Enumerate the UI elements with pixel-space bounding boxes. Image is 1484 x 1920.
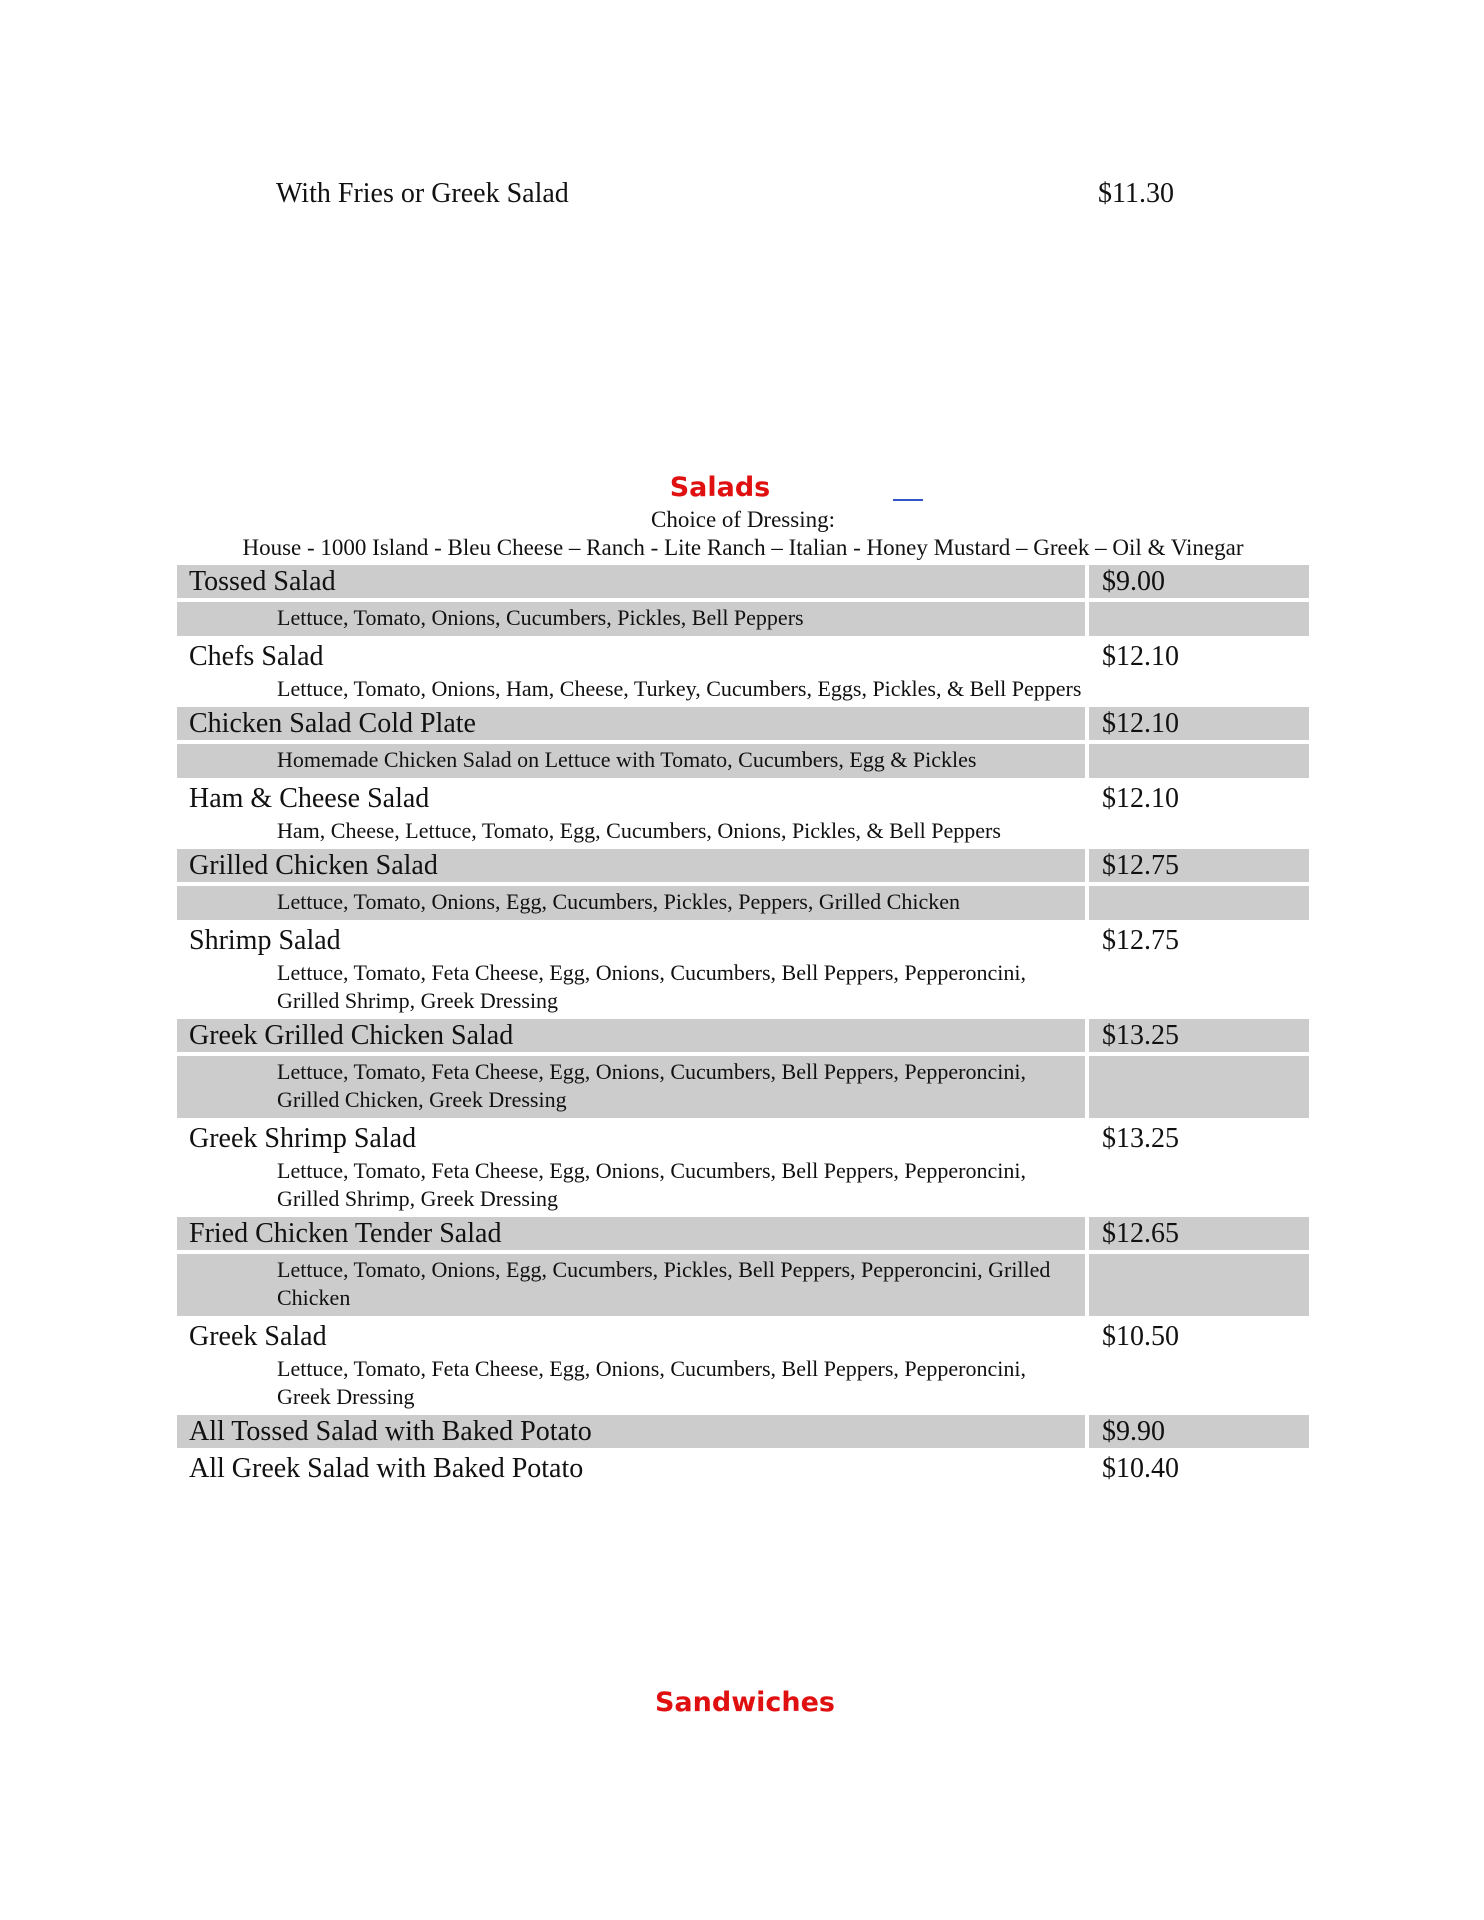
item-price: $12.75 xyxy=(1102,925,1179,956)
menu-item-row xyxy=(177,1122,1309,1155)
item-name: All Greek Salad with Baked Potato xyxy=(189,1453,584,1484)
item-name: Greek Salad xyxy=(189,1321,327,1352)
item-name: Shrimp Salad xyxy=(189,925,341,956)
item-description: Lettuce, Tomato, Onions, Cucumbers, Pickles, Bell Peppers xyxy=(177,602,1085,636)
salads-menu-table xyxy=(177,565,1309,1485)
item-name: Tossed Salad xyxy=(177,565,1085,598)
item-price: $10.50 xyxy=(1102,1321,1179,1352)
item-name: Ham & Cheese Salad xyxy=(189,783,430,814)
item-description: Lettuce, Tomato, Onions, Ham, Cheese, Turkey, Cucumbers, Eggs, Pickles, & Bell Peppers xyxy=(277,676,1082,701)
menu-item-row xyxy=(177,1415,1309,1448)
item-description: Ham, Cheese, Lettuce, Tomato, Egg, Cucumbers, Onions, Pickles, & Bell Peppers xyxy=(277,818,1001,843)
menu-item-row xyxy=(177,565,1309,598)
menu-item-row xyxy=(177,1452,1309,1485)
item-price: $12.10 xyxy=(1102,783,1179,814)
menu-item-description-row xyxy=(177,1155,1309,1217)
item-name: Greek Grilled Chicken Salad xyxy=(177,1019,1085,1052)
menu-item-row xyxy=(177,849,1309,882)
menu-item-description-row xyxy=(177,744,1309,778)
menu-item-row xyxy=(177,1320,1309,1353)
item-price: $9.90 xyxy=(1089,1415,1309,1448)
menu-item-description-row xyxy=(177,1056,1309,1118)
dressing-options: House - 1000 Island - Bleu Cheese – Ranch - Lite Ranch – Italian - Honey Mustard – Greek – Oil & Vinegar xyxy=(242,535,1244,560)
menu-item-description-row xyxy=(177,673,1309,707)
item-price: $13.25 xyxy=(1102,1123,1179,1154)
item-price: $10.40 xyxy=(1102,1453,1179,1484)
top-menu-line xyxy=(276,174,1196,214)
item-description: Lettuce, Tomato, Feta Cheese, Egg, Onions, Cucumbers, Bell Peppers, Pepperoncini, Grilled Chicken, Greek Dressing xyxy=(177,1056,1085,1118)
top-item-price: $11.30 xyxy=(1098,178,1174,209)
item-description: Lettuce, Tomato, Feta Cheese, Egg, Onions, Cucumbers, Bell Peppers, Pepperoncini, Grilled Shrimp, Greek Dressing xyxy=(277,960,1026,1013)
item-name: Chefs Salad xyxy=(189,641,324,672)
menu-item-description-row xyxy=(177,1254,1309,1316)
item-description: Lettuce, Tomato, Onions, Egg, Cucumbers, Pickles, Peppers, Grilled Chicken xyxy=(177,886,1085,920)
menu-item-row xyxy=(177,640,1309,673)
top-item-name: With Fries or Greek Salad xyxy=(276,178,569,209)
menu-item-row xyxy=(177,924,1309,957)
item-name: Fried Chicken Tender Salad xyxy=(177,1217,1085,1250)
item-price: $12.10 xyxy=(1102,641,1179,672)
item-name: Grilled Chicken Salad xyxy=(177,849,1085,882)
item-description: Lettuce, Tomato, Feta Cheese, Egg, Onions, Cucumbers, Bell Peppers, Pepperoncini, Grilled Shrimp, Greek Dressing xyxy=(277,1158,1026,1211)
item-name: Chicken Salad Cold Plate xyxy=(177,707,1085,740)
dressing-label: Choice of Dressing: xyxy=(651,507,835,532)
sandwiches-heading: Sandwiches xyxy=(654,1687,836,1718)
item-name: All Tossed Salad with Baked Potato xyxy=(177,1415,1085,1448)
menu-item-row xyxy=(177,1217,1309,1250)
item-name: Greek Shrimp Salad xyxy=(189,1123,417,1154)
hyperlink-mark[interactable] xyxy=(893,499,923,501)
menu-item-description-row xyxy=(177,1353,1309,1415)
salads-heading: Salads xyxy=(669,472,771,503)
menu-item-row xyxy=(177,782,1309,815)
item-description: Lettuce, Tomato, Feta Cheese, Egg, Onions, Cucumbers, Bell Peppers, Pepperoncini, Greek Dressing xyxy=(277,1356,1026,1409)
menu-item-description-row xyxy=(177,957,1309,1019)
menu-item-description-row xyxy=(177,886,1309,920)
menu-item-row xyxy=(177,1019,1309,1052)
menu-item-row xyxy=(177,707,1309,740)
item-price: $13.25 xyxy=(1089,1019,1309,1052)
item-description: Homemade Chicken Salad on Lettuce with Tomato, Cucumbers, Egg & Pickles xyxy=(177,744,1085,778)
item-price: $12.10 xyxy=(1089,707,1309,740)
item-description: Lettuce, Tomato, Onions, Egg, Cucumbers, Pickles, Bell Peppers, Pepperoncini, Grilled Chicken xyxy=(177,1254,1085,1316)
menu-item-description-row xyxy=(177,815,1309,849)
item-price: $12.65 xyxy=(1089,1217,1309,1250)
menu-item-description-row xyxy=(177,602,1309,636)
item-price: $12.75 xyxy=(1089,849,1309,882)
item-price: $9.00 xyxy=(1089,565,1309,598)
